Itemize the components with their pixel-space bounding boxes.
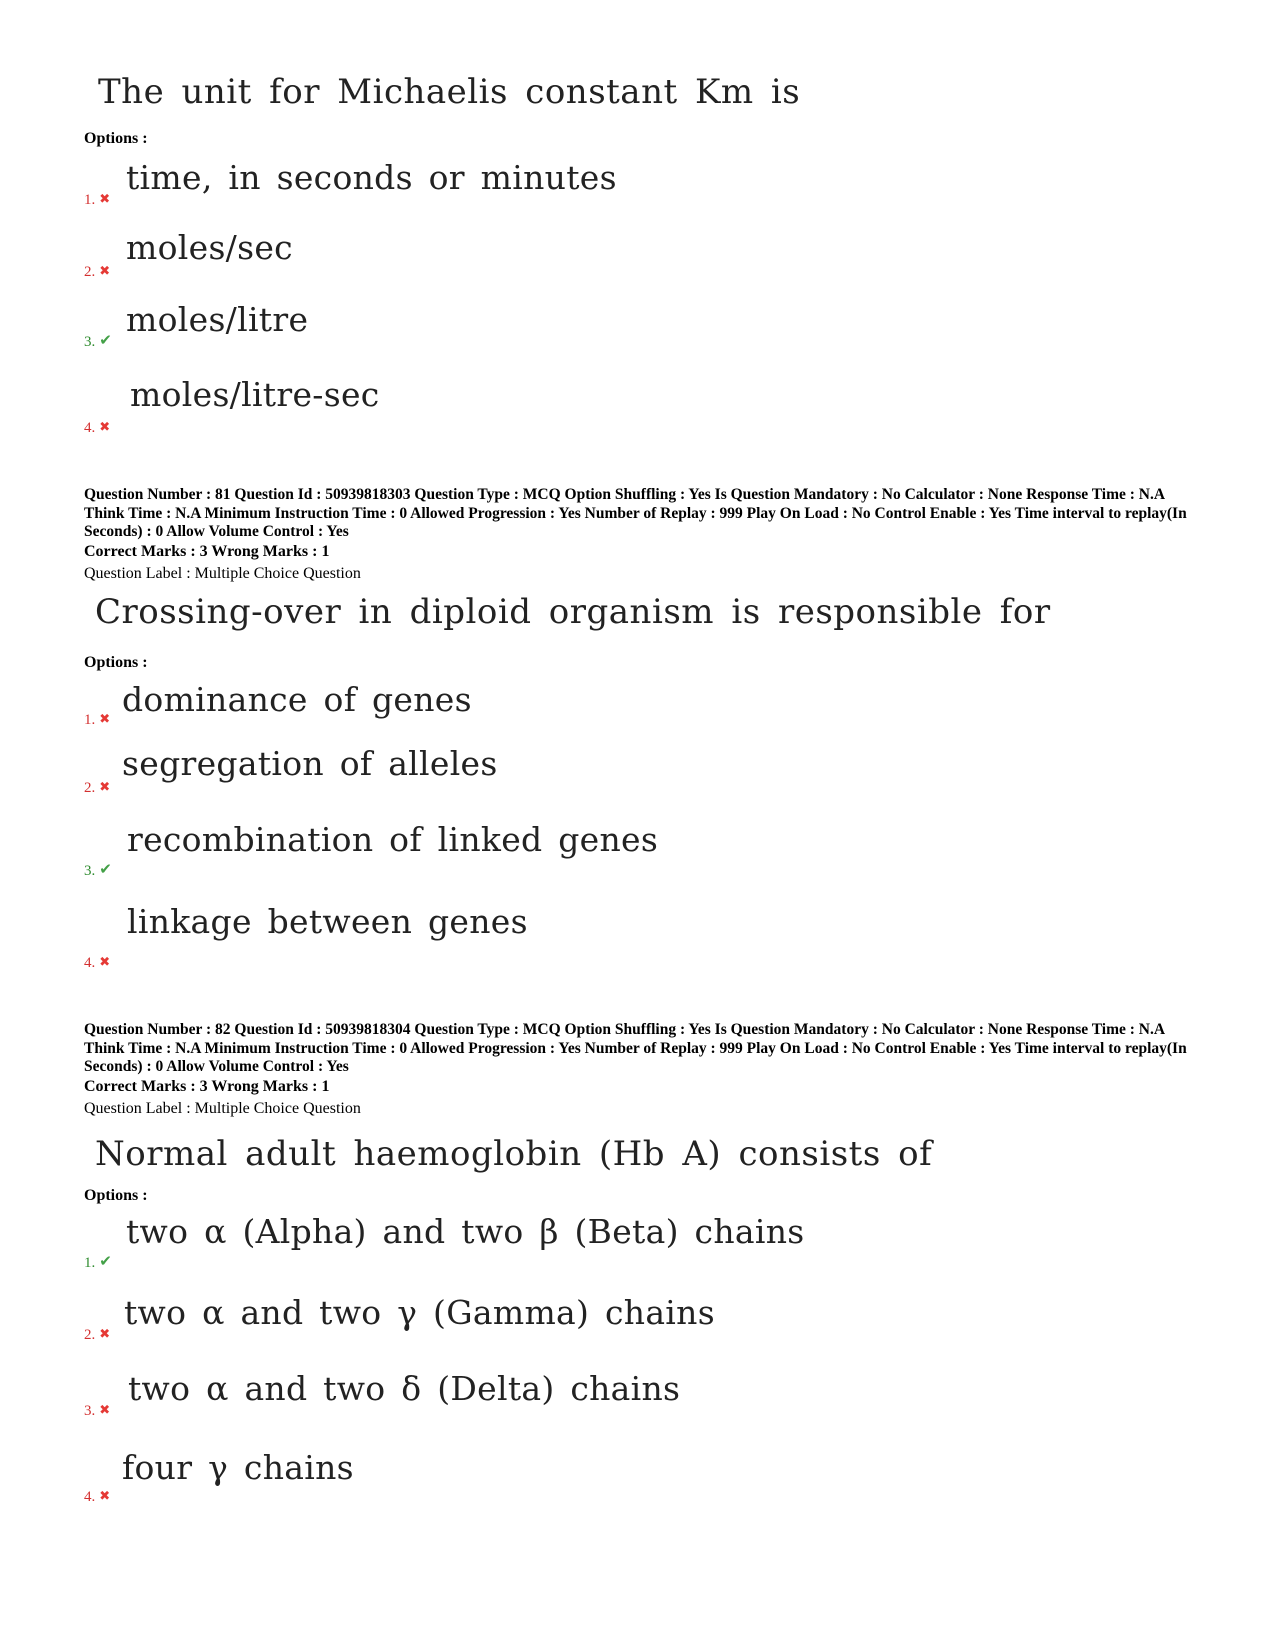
question-82-text: Normal adult haemoglobin (Hb A) consists of [95, 1134, 933, 1174]
question-81-marks: Correct Marks : 3 Wrong Marks : 1 [84, 543, 330, 560]
q82-option-4-marker [84, 1486, 110, 1506]
question-81-text: Crossing-over in diploid organism is responsible for [95, 592, 1051, 632]
q82-option-3-marker [84, 1400, 110, 1420]
q82-option-2-marker [84, 1324, 110, 1344]
wrong-answer-icon: ✖ [99, 955, 111, 970]
q82-option-3-text: two α and two δ (Delta) chains [128, 1369, 681, 1408]
option-number: 2. [84, 264, 96, 280]
question-81-label: Question Label : Multiple Choice Question [84, 565, 361, 582]
wrong-answer-icon: ✖ [99, 1403, 111, 1418]
q82-option-1-text: two α (Alpha) and two β (Beta) chains [126, 1212, 805, 1251]
q82-option-1-marker [84, 1252, 112, 1272]
option-number: 3. [84, 334, 96, 350]
option-number: 1. [84, 712, 96, 728]
option-number: 4. [84, 955, 96, 971]
q81-option-3-marker [84, 860, 112, 880]
question-82-label: Question Label : Multiple Choice Question [84, 1100, 361, 1117]
wrong-answer-icon: ✖ [99, 1327, 111, 1342]
correct-answer-icon: ✔ [99, 860, 112, 878]
option-number: 4. [84, 1489, 96, 1505]
question-82-options-label: Options : [84, 1187, 148, 1204]
q80-option-3-text: moles/litre [126, 300, 309, 339]
option-number: 1. [84, 1255, 96, 1271]
q81-option-2-marker [84, 777, 110, 797]
wrong-answer-icon: ✖ [99, 712, 111, 727]
wrong-answer-icon: ✖ [99, 420, 111, 435]
q81-option-1-marker [84, 709, 110, 729]
question-80-options-label: Options : [84, 130, 148, 147]
correct-answer-icon: ✔ [99, 331, 112, 349]
q80-option-1-marker [84, 189, 110, 209]
q81-option-4-text: linkage between genes [127, 902, 528, 941]
option-number: 1. [84, 192, 96, 208]
q81-option-1-text: dominance of genes [122, 680, 472, 719]
q82-option-2-text: two α and two γ (Gamma) chains [124, 1293, 715, 1332]
question-81-metadata: Question Number : 81 Question Id : 50939818303 Question Type : MCQ Option Shuffling : Yes Is Question Mandatory : No Calculator : None Response Time : N.A Think Time : N.A Minimum Instruction Time : 0 Allowed Progression : Yes Number of Replay : 999 Play On Load : No Control Enable : Yes Time interval to replay(In Seconds) : 0 Allow Volume Control : Yes [84, 486, 1187, 540]
wrong-answer-icon: ✖ [99, 264, 111, 279]
q80-option-3-marker [84, 331, 112, 351]
wrong-answer-icon: ✖ [99, 192, 111, 207]
option-number: 3. [84, 1403, 96, 1419]
q81-option-2-text: segregation of alleles [122, 744, 498, 783]
question-82-metadata: Question Number : 82 Question Id : 50939818304 Question Type : MCQ Option Shuffling : Yes Is Question Mandatory : No Calculator : None Response Time : N.A Think Time : N.A Minimum Instruction Time : 0 Allowed Progression : Yes Number of Replay : 999 Play On Load : No Control Enable : Yes Time interval to replay(In Seconds) : 0 Allow Volume Control : Yes [84, 1021, 1187, 1075]
q81-option-4-marker [84, 952, 110, 972]
q80-option-1-text: time, in seconds or minutes [126, 158, 617, 197]
option-number: 3. [84, 863, 96, 879]
correct-answer-icon: ✔ [99, 1252, 112, 1270]
question-80-text: The unit for Michaelis constant Km is [98, 72, 801, 112]
question-81-options-label: Options : [84, 654, 148, 671]
option-number: 2. [84, 1327, 96, 1343]
option-number: 2. [84, 780, 96, 796]
question-82-marks: Correct Marks : 3 Wrong Marks : 1 [84, 1078, 330, 1095]
q80-option-2-marker [84, 261, 110, 281]
q80-option-4-marker [84, 417, 110, 437]
q80-option-4-text: moles/litre-sec [130, 375, 380, 414]
wrong-answer-icon: ✖ [99, 780, 111, 795]
wrong-answer-icon: ✖ [99, 1489, 111, 1504]
q81-option-3-text: recombination of linked genes [127, 820, 659, 859]
q80-option-2-text: moles/sec [126, 228, 293, 267]
option-number: 4. [84, 420, 96, 436]
q82-option-4-text: four γ chains [122, 1448, 354, 1487]
